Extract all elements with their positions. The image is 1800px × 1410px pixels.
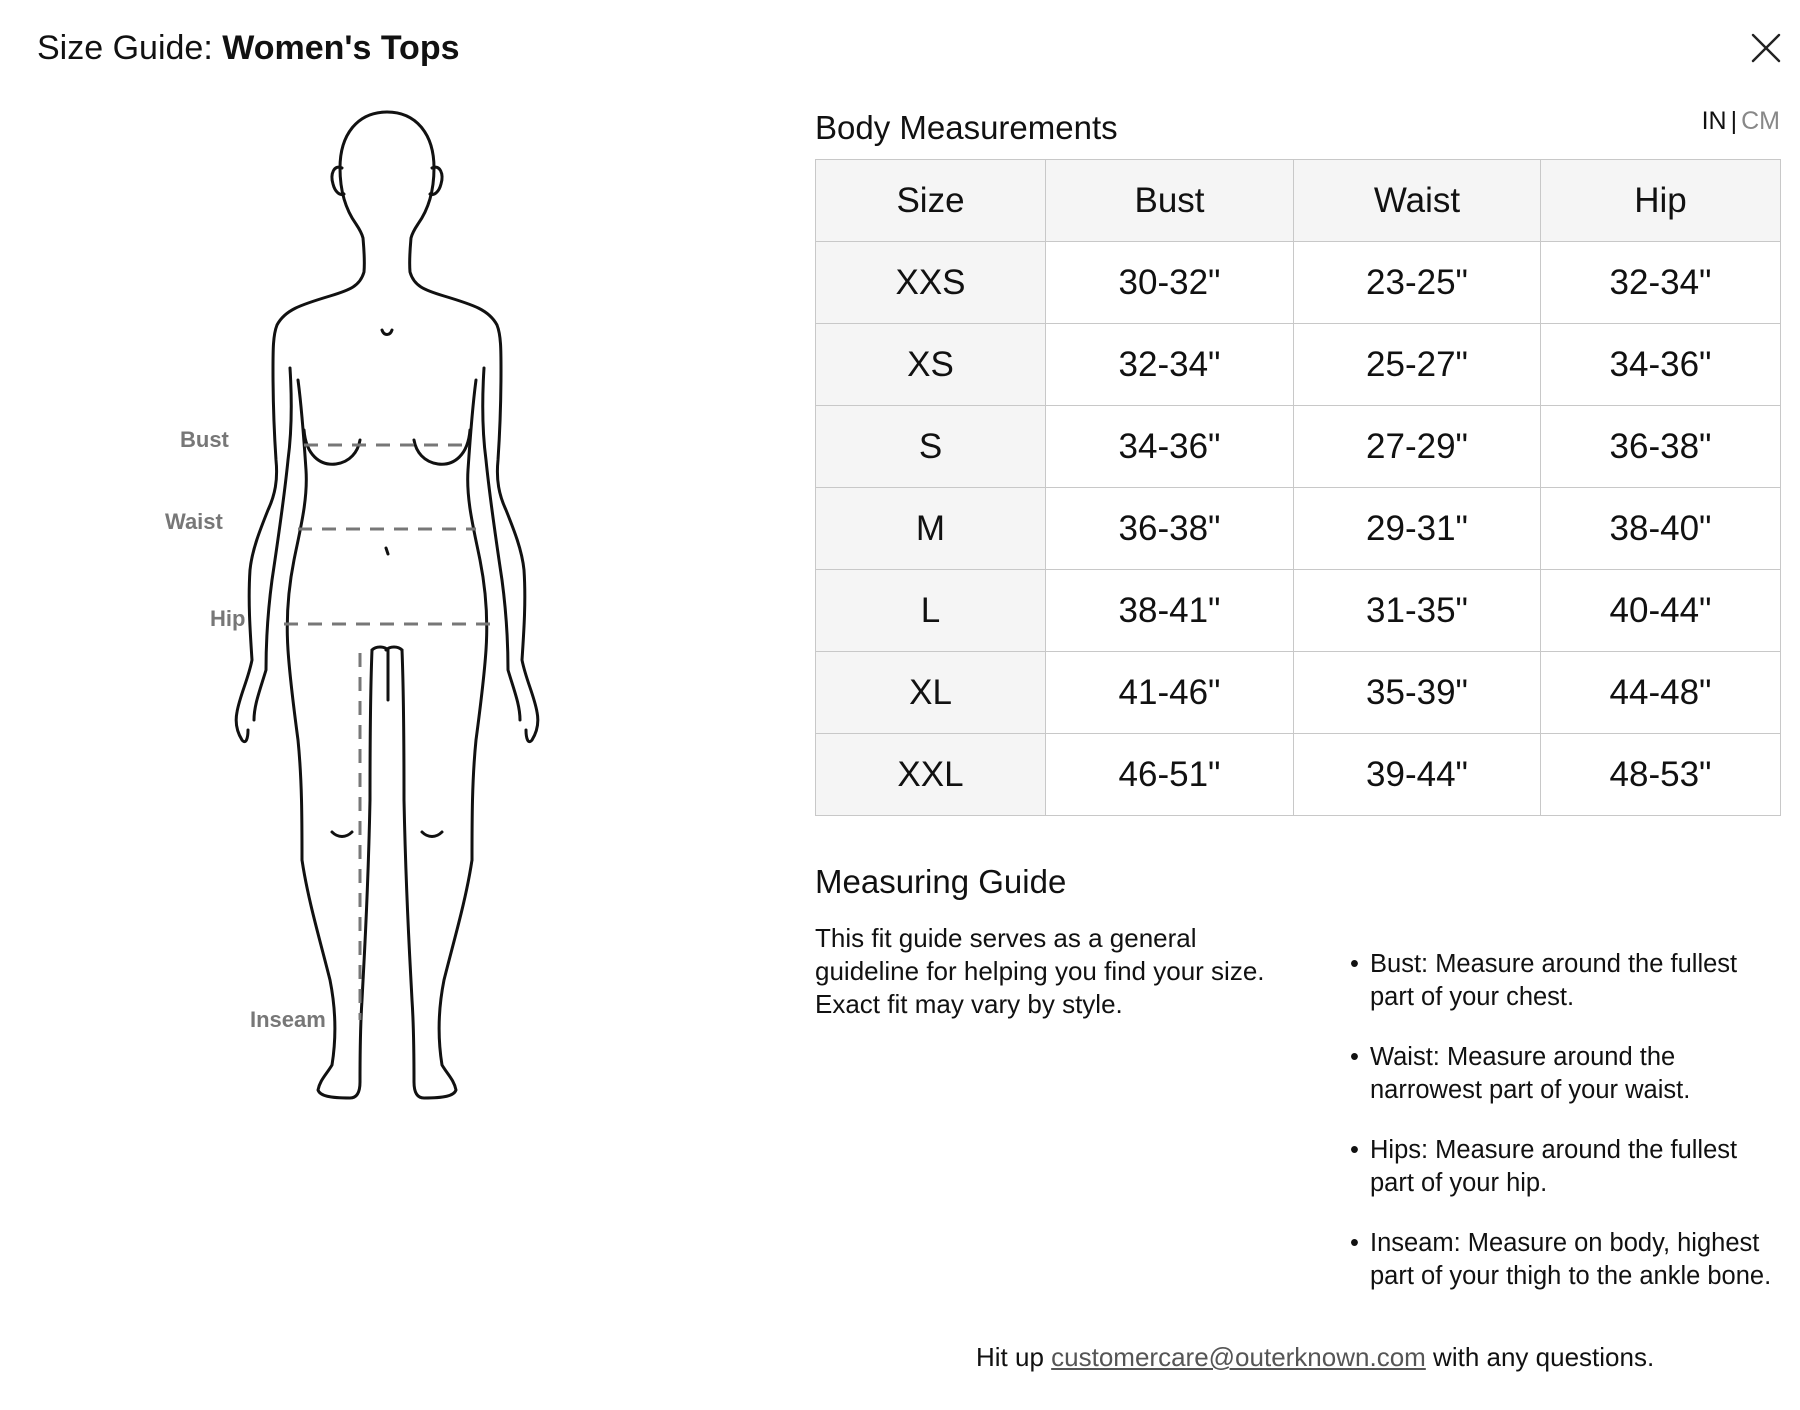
close-icon — [1748, 30, 1784, 66]
hip-cell: 32-34" — [1541, 242, 1781, 324]
column-header-waist: Waist — [1294, 160, 1541, 242]
bust-cell: 38-41" — [1046, 570, 1294, 652]
waist-label: Waist — [165, 509, 223, 534]
unit-in-button[interactable]: IN — [1701, 107, 1727, 135]
hip-cell: 48-53" — [1541, 734, 1781, 816]
modal-title — [37, 28, 460, 68]
footer-contact — [976, 1340, 1654, 1374]
bust-cell: 32-34" — [1046, 324, 1294, 406]
footer-suffix: with any questions. — [1433, 1342, 1655, 1372]
waist-cell: 35-39" — [1294, 652, 1541, 734]
bust-cell: 41-46" — [1046, 652, 1294, 734]
bust-cell: 46-51" — [1046, 734, 1294, 816]
body-outline-illustration — [165, 100, 560, 1140]
size-cell: XXS — [816, 242, 1046, 324]
list-item — [1350, 948, 1780, 1014]
bust-cell: 30-32" — [1046, 242, 1294, 324]
table-row — [816, 242, 1781, 324]
waist-cell: 23-25" — [1294, 242, 1541, 324]
waist-cell: 29-31" — [1294, 488, 1541, 570]
body-figure — [165, 100, 560, 1140]
guide-bullet-waist: Waist: Measure around the narrowest part of your waist. — [1370, 1043, 1691, 1104]
bust-cell: 36-38" — [1046, 488, 1294, 570]
bullet-icon: • — [1350, 1043, 1359, 1071]
waist-cell: 39-44" — [1294, 734, 1541, 816]
hip-cell: 38-40" — [1541, 488, 1781, 570]
list-item — [1350, 1227, 1780, 1293]
table-row — [816, 488, 1781, 570]
table-row — [816, 406, 1781, 488]
guide-bullet-inseam: Inseam: Measure on body, highest part of your thigh to the ankle bone. — [1370, 1229, 1772, 1290]
inseam-label: Inseam — [250, 1007, 326, 1032]
measuring-guide-intro: This fit guide serves as a general guideline for helping you find your size. Exact fit may vary by style. — [815, 923, 1265, 1019]
unit-toggle — [1690, 106, 1780, 136]
hip-cell: 44-48" — [1541, 652, 1781, 734]
unit-separator: | — [1730, 107, 1738, 135]
unit-cm-button[interactable]: CM — [1741, 107, 1780, 135]
size-cell: XS — [816, 324, 1046, 406]
list-item — [1350, 1041, 1780, 1107]
size-cell: XXL — [816, 734, 1046, 816]
table-header-row — [816, 160, 1781, 242]
close-button[interactable] — [1748, 30, 1784, 66]
guide-bullet-hips: Hips: Measure around the fullest part of your hip. — [1370, 1136, 1738, 1197]
column-header-hip: Hip — [1541, 160, 1781, 242]
customer-care-email-link[interactable]: customercare@outerknown.com — [1051, 1342, 1426, 1372]
waist-cell: 27-29" — [1294, 406, 1541, 488]
list-item — [1350, 1134, 1780, 1200]
bullet-icon: • — [1350, 1136, 1359, 1164]
waist-cell: 25-27" — [1294, 324, 1541, 406]
size-cell: XL — [816, 652, 1046, 734]
hip-label: Hip — [210, 606, 246, 631]
bust-label: Bust — [180, 427, 229, 452]
table-row — [816, 734, 1781, 816]
title-category: Women's Tops — [222, 29, 460, 67]
hip-cell: 40-44" — [1541, 570, 1781, 652]
hip-cell: 36-38" — [1541, 406, 1781, 488]
table-row — [816, 570, 1781, 652]
size-cell: L — [816, 570, 1046, 652]
bullet-icon: • — [1350, 950, 1359, 978]
measuring-guide-title: Measuring Guide — [815, 863, 1067, 900]
bust-cell: 34-36" — [1046, 406, 1294, 488]
title-prefix: Size Guide: — [37, 29, 213, 67]
waist-cell: 31-35" — [1294, 570, 1541, 652]
size-table — [815, 159, 1781, 816]
hip-cell: 34-36" — [1541, 324, 1781, 406]
footer-prefix: Hit up — [976, 1342, 1044, 1372]
table-row — [816, 652, 1781, 734]
table-row — [816, 324, 1781, 406]
measuring-guide-list — [1350, 948, 1780, 1320]
column-header-size: Size — [816, 160, 1046, 242]
size-cell: M — [816, 488, 1046, 570]
body-measurements-title: Body Measurements — [815, 109, 1118, 146]
bullet-icon: • — [1350, 1229, 1359, 1257]
column-header-bust: Bust — [1046, 160, 1294, 242]
guide-bullet-bust: Bust: Measure around the fullest part of your chest. — [1370, 950, 1738, 1011]
size-cell: S — [816, 406, 1046, 488]
